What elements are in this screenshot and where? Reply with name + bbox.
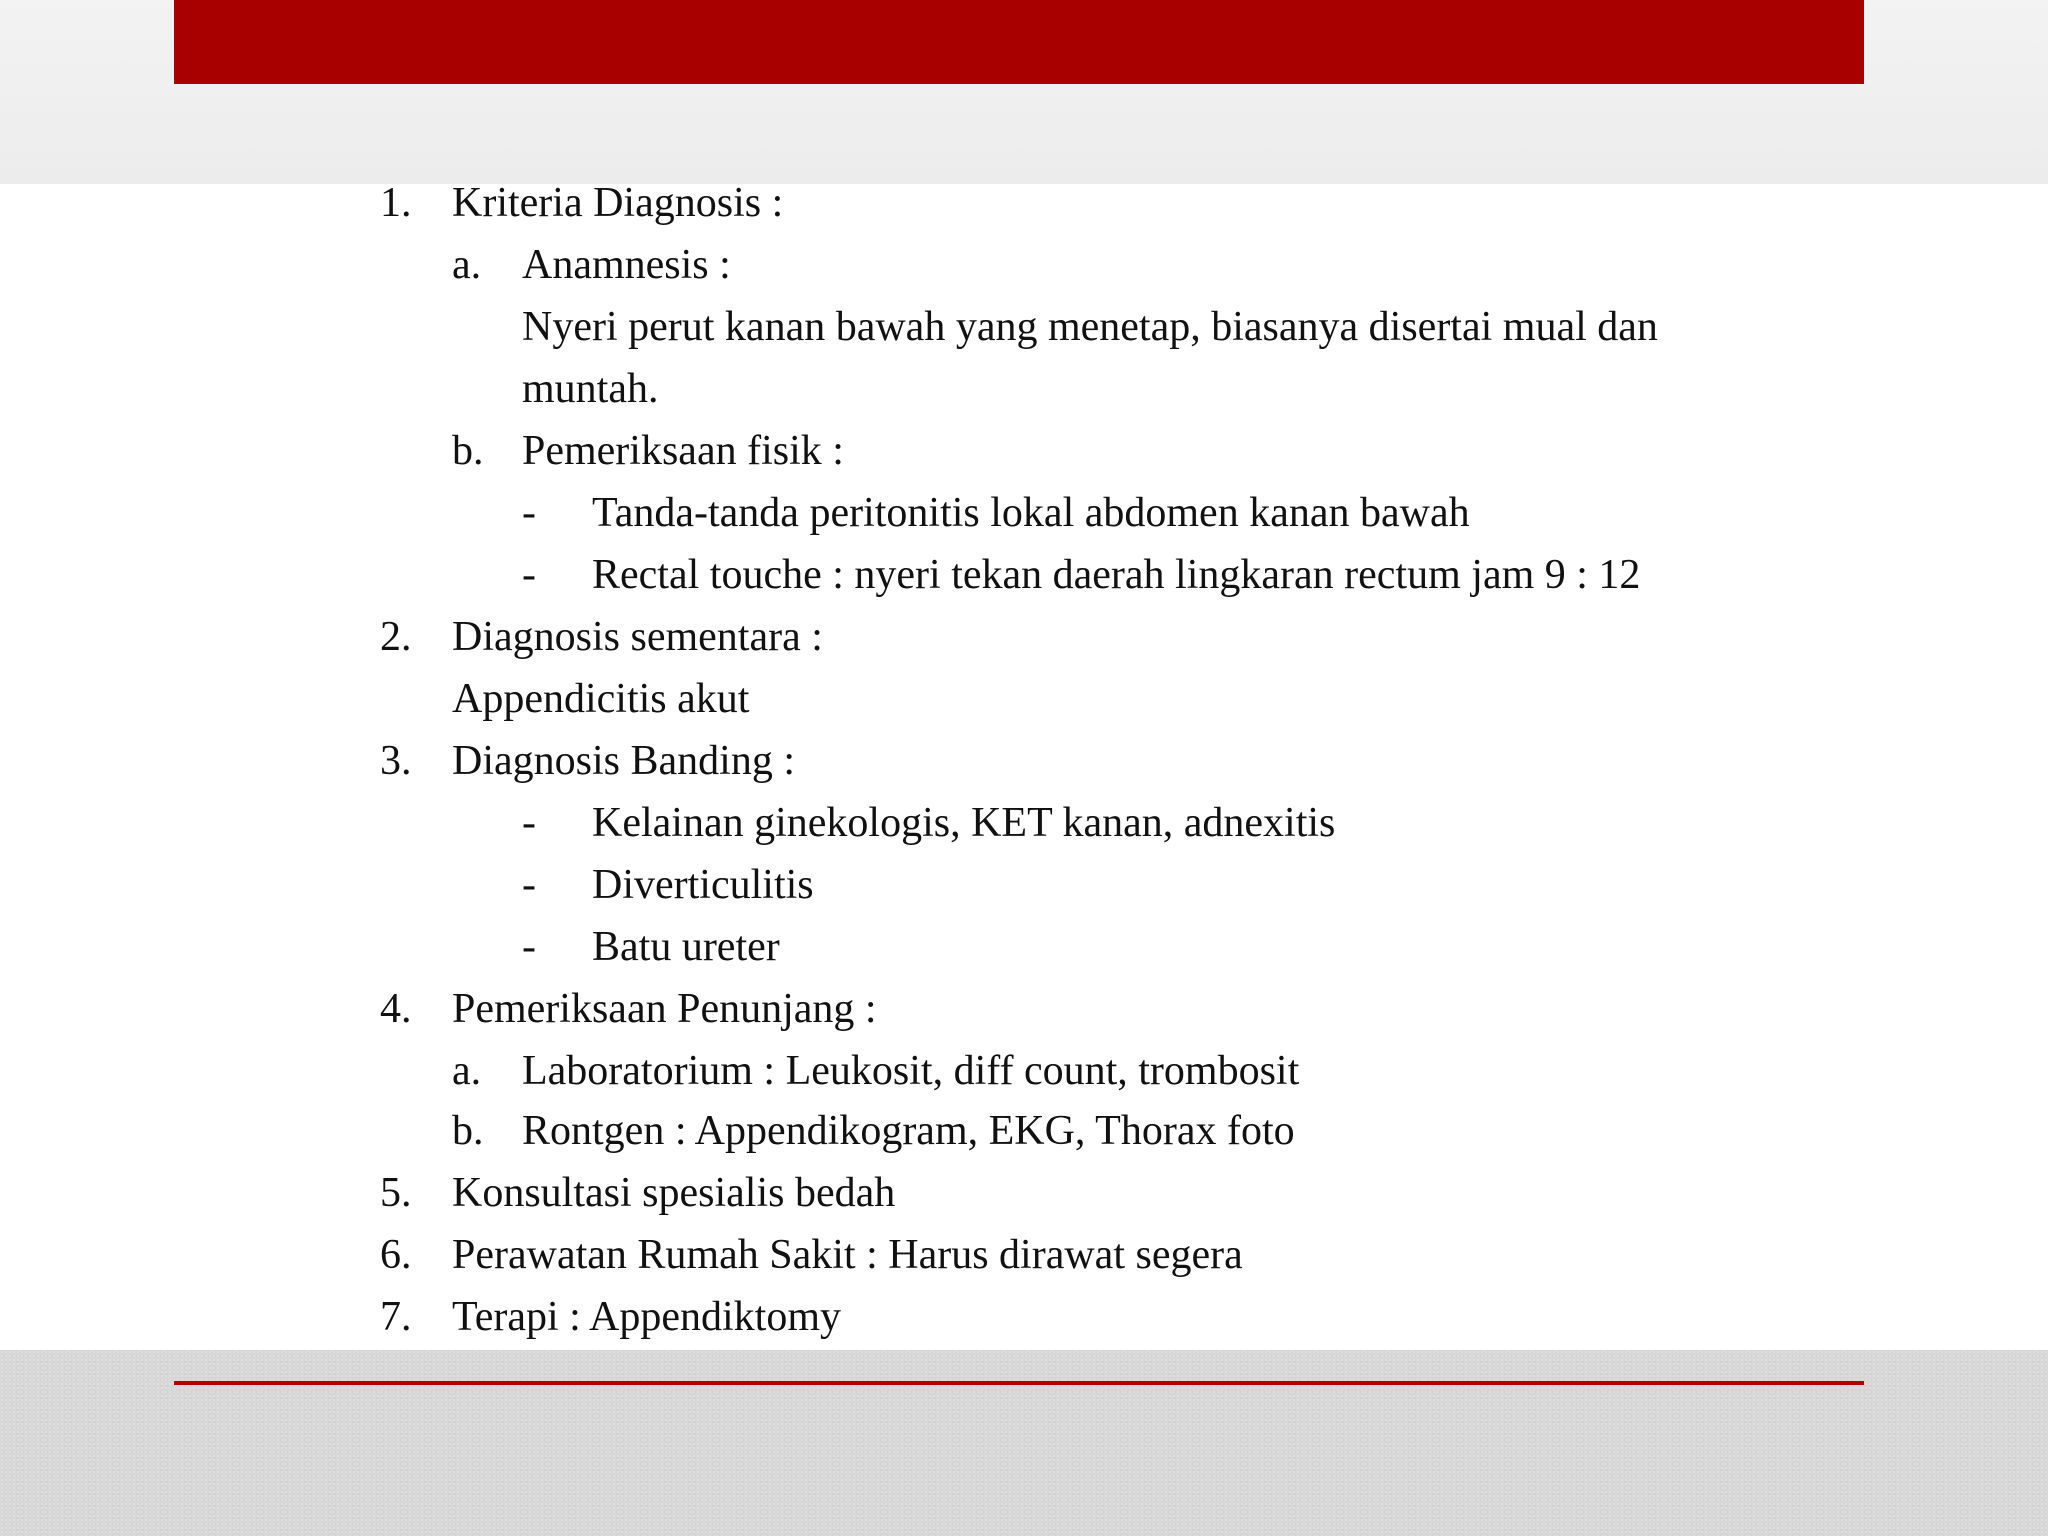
item-number: 6. [380, 1232, 412, 1278]
bullet-dash: - [522, 800, 536, 846]
item-number: 4. [380, 986, 412, 1032]
item-heading: Terapi : Appendiktomy [452, 1294, 841, 1340]
bullet-text: Batu ureter [592, 924, 780, 970]
bullet-dash: - [522, 862, 536, 908]
sub-item-letter: a. [452, 1048, 482, 1094]
slide-bottom-background [0, 1350, 2048, 1536]
sub-item-heading: Rontgen : Appendikogram, EKG, Thorax foto [522, 1108, 1295, 1154]
bullet-text: Kelainan ginekologis, KET kanan, adnexitis [592, 800, 1336, 846]
sub-item-letter: b. [452, 428, 484, 474]
bullet-text: Tanda-tanda peritonitis lokal abdomen kanan bawah [592, 490, 1470, 536]
item-number: 3. [380, 738, 412, 784]
paragraph-line: Appendicitis akut [452, 676, 750, 722]
sub-item-letter: a. [452, 242, 482, 288]
sub-item-heading: Anamnesis : [522, 242, 731, 288]
item-heading: Diagnosis Banding : [452, 738, 795, 784]
item-number: 2. [380, 614, 412, 660]
content-panel [0, 184, 2048, 1350]
bullet-dash: - [522, 552, 536, 598]
item-number: 5. [380, 1170, 412, 1216]
item-heading: Konsultasi spesialis bedah [452, 1170, 896, 1216]
paragraph-line: muntah. [522, 366, 659, 412]
bullet-text: Rectal touche : nyeri tekan daerah lingkaran rectum jam 9 : 12 [592, 552, 1641, 598]
bullet-dash: - [522, 490, 536, 536]
item-heading: Perawatan Rumah Sakit : Harus dirawat segera [452, 1232, 1243, 1278]
item-number: 1. [380, 180, 412, 226]
footer-divider [174, 1381, 1864, 1385]
item-heading: Kriteria Diagnosis : [452, 180, 784, 226]
sub-item-heading: Pemeriksaan fisik : [522, 428, 844, 474]
item-heading: Pemeriksaan Penunjang : [452, 986, 877, 1032]
sub-item-heading: Laboratorium : Leukosit, diff count, trombosit [522, 1048, 1300, 1094]
paragraph-line: Nyeri perut kanan bawah yang menetap, biasanya disertai mual dan [522, 304, 1658, 350]
bullet-text: Diverticulitis [592, 862, 814, 908]
bullet-dash: - [522, 924, 536, 970]
sub-item-letter: b. [452, 1108, 484, 1154]
item-number: 7. [380, 1294, 412, 1340]
item-heading: Diagnosis sementara : [452, 614, 823, 660]
title-bar [174, 0, 1864, 84]
